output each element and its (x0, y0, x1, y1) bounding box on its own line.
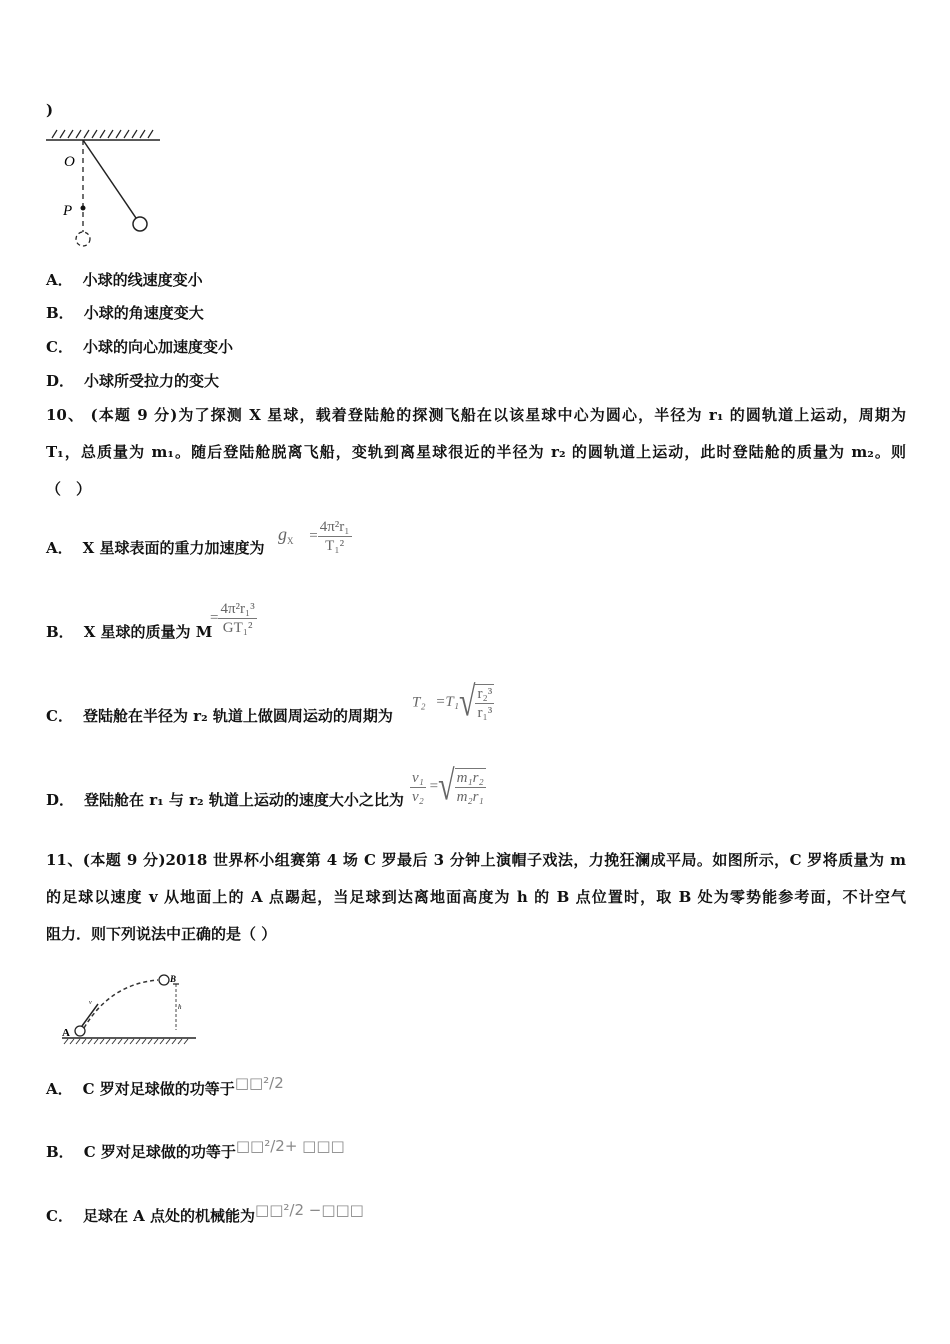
formula-gx (278, 518, 352, 555)
option-label: B． (46, 304, 74, 322)
pendulum-figure (44, 128, 164, 250)
formula-sub: X (287, 535, 294, 546)
q11-option-a[interactable] (46, 1073, 284, 1099)
denominator: v₂ (412, 788, 424, 805)
option-text: C 罗对足球做的功等于 (83, 1143, 236, 1161)
label-h: h (178, 1003, 182, 1011)
formula-image: □□²/2 −□□□ (255, 1201, 364, 1219)
formula-mass (210, 600, 257, 637)
q9-option-b[interactable] (46, 303, 204, 323)
option-text: 登陆舱在 r₁ 与 r₂ 轨道上运动的速度大小之比为 (84, 791, 404, 809)
option-label: D． (46, 791, 75, 809)
option-label: A． (46, 539, 73, 557)
label-o: O (64, 154, 75, 170)
q11-option-c[interactable] (46, 1200, 364, 1226)
formula-eq: = (210, 609, 219, 626)
numerator: 4π²r₁³ (220, 601, 255, 617)
option-text: 小球的线速度变小 (82, 271, 203, 289)
denominator: m₂r₁ (456, 789, 484, 805)
formula-lhs: T₂ (412, 694, 426, 711)
formula-eq: = (309, 527, 318, 544)
option-text: 足球在 A 点处的机械能为 (82, 1207, 256, 1225)
option-text: C 罗对足球做的功等于 (82, 1080, 235, 1098)
formula-speed-ratio (410, 763, 486, 810)
q11-stem-line-2: 的足球以速度 v 从地面上的 A 点踢起，当足球到达离地面高度为 h 的 B 点位置时，取 B 处为零势能参考面，不计空气 (46, 888, 906, 906)
q10-stem-line-1: 10、 (本题 9 分)为了探测 X 星球，载着登陆舱的探测飞船在以该星球中心为圆心，半径为 r₁ 的圆轨道上运动，周期为 (46, 406, 906, 424)
label-b: B (170, 974, 177, 984)
denominator: GT₁² (222, 620, 253, 636)
label-a: A (62, 1027, 70, 1039)
q11-stem-line-1: 11、(本题 9 分)2018 世界杯小组赛第 4 场 C 罗最后 3 分钟上演帽子戏法，力挽狂澜成平局。如图所示，C 罗将质量为 m (46, 851, 906, 869)
option-text: 登陆舱在半径为 r₂ 轨道上做圆周运动的周期为 (82, 707, 393, 725)
q10-option-c[interactable] (46, 706, 393, 726)
sqrt: √ $\frac{\text{m₁r₂}}{\text{m₂r₁}}$ (438, 763, 484, 810)
option-label: C． (46, 338, 73, 356)
option-label: A． (46, 271, 73, 289)
numerator: v₁ (412, 769, 424, 786)
q10-option-a[interactable] (46, 538, 265, 558)
q9-option-d[interactable] (46, 371, 219, 391)
q9-option-a[interactable] (46, 270, 203, 290)
formula-lhs: g (278, 523, 287, 544)
q10-option-d[interactable] (46, 790, 404, 810)
q9-close-paren: ) (46, 101, 54, 119)
option-text: X 星球的质量为 M (83, 623, 213, 641)
formula-period (412, 679, 494, 726)
option-text: 小球的角速度变大 (83, 304, 204, 322)
option-label: C． (46, 1207, 73, 1225)
option-text: 小球的向心加速度变小 (82, 338, 233, 356)
numerator: 4π²r₁ (319, 519, 350, 535)
option-label: B． (46, 1143, 74, 1161)
fraction (410, 769, 426, 806)
formula-eq: =T₁ (435, 694, 459, 711)
label-v: v (89, 1000, 92, 1006)
sqrt: √ $\frac{\text{r₂³}}{\text{r₁³}}$ (459, 679, 493, 726)
q11-option-b[interactable] (46, 1136, 345, 1162)
fraction (318, 518, 352, 555)
numerator: r₂³ (477, 686, 493, 702)
option-text: 小球所受拉力的变大 (84, 372, 220, 390)
q10-stem-line-3: （ ） (46, 480, 92, 498)
football-figure (60, 972, 200, 1046)
q10-option-b[interactable] (46, 622, 212, 642)
formula-image: □□²/2+ □□□ (235, 1137, 345, 1155)
option-label: D． (46, 372, 75, 390)
formula-image: □□²/2 (234, 1074, 284, 1092)
formula-eq: = (429, 778, 439, 795)
q10-stem-line-2: T₁，总质量为 m₁。随后登陆舱脱离飞船，变轨到离星球很近的半径为 r₂ 的圆轨道上运动，此时登陆舱的质量为 m₂。则 (46, 443, 906, 461)
option-text: X 星球表面的重力加速度为 (82, 539, 265, 557)
denominator: r₁³ (477, 705, 493, 721)
option-label: C． (46, 707, 73, 725)
q9-option-c[interactable] (46, 337, 233, 357)
label-p: P (63, 203, 73, 219)
numerator: m₁r₂ (456, 770, 484, 786)
option-label: B． (46, 623, 74, 641)
denominator: T₁² (325, 538, 345, 554)
option-label: A． (46, 1080, 73, 1098)
fraction (218, 600, 256, 637)
q11-stem-line-3: 阻力．则下列说法中正确的是（ ） (46, 925, 277, 943)
